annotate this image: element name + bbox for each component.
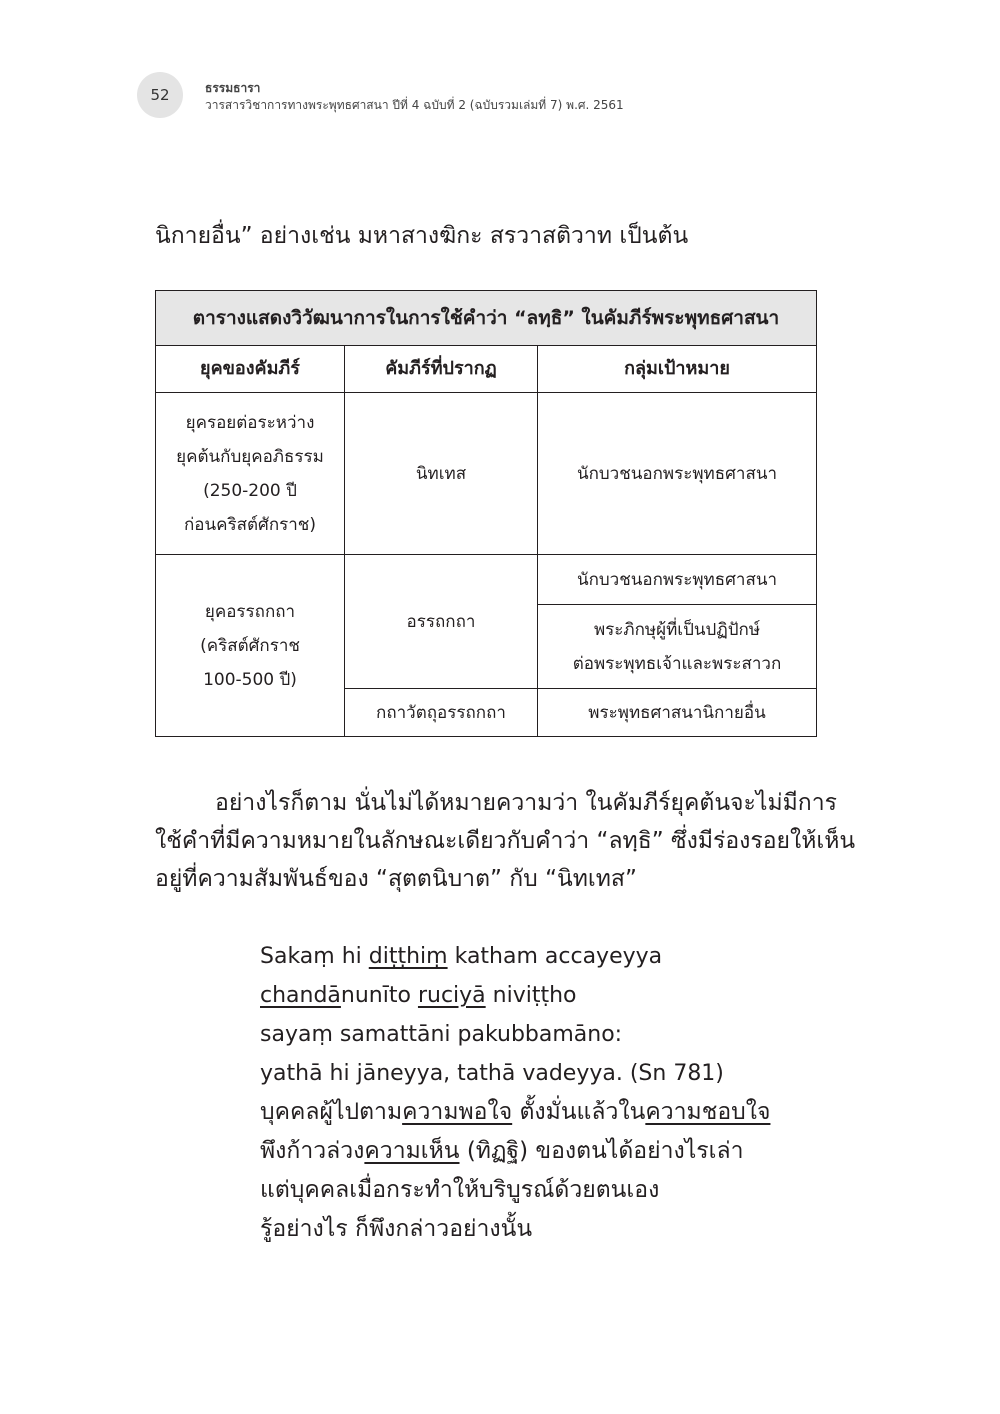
text-cell: อรรถกถา — [345, 555, 538, 689]
paragraph-line: อยู่ที่ความสัมพันธ์ของ “สุตตนิบาต” กับ “นิทเทส” — [155, 866, 637, 892]
page-number: 52 — [137, 72, 183, 118]
header-era: ยุคของคัมภีร์ — [156, 346, 345, 393]
verse-block — [260, 937, 770, 1249]
paragraph-line: ใช้คำที่มีความหมายในลักษณะเดียวกับคำว่า “ลทฺธิ” ซึ่งมีร่องรอยให้เห็น — [155, 828, 856, 854]
journal-subtitle: วารสารวิชาการทางพระพุทธศาสนา ปีที่ 4 ฉบับที่ 2 (ฉบับรวมเล่มที่ 7) พ.ศ. 2561 — [205, 98, 624, 112]
header-text: คัมภีร์ที่ปรากฏ — [345, 346, 538, 393]
table-caption: ตารางแสดงวิวัฒนาการในการใช้คำว่า “ลทฺธิ” ในคัมภีร์พระพุทธศาสนา — [156, 291, 817, 346]
verse-line: chandānunīto ruciyā niviṭṭho — [260, 983, 577, 1008]
paragraph-line: อย่างไรก็ตาม นั่นไม่ได้หมายความว่า ในคัมภีร์ยุคต้นจะไม่มีการ — [215, 790, 837, 816]
table-row — [156, 555, 817, 605]
target-cell: พระพุทธศาสนานิกายอื่น — [538, 689, 817, 737]
evolution-table — [155, 290, 817, 737]
journal-name: ธรรมธารา — [205, 81, 261, 95]
verse-translation-line: แต่บุคคลเมื่อกระทำให้บริบูรณ์ด้วยตนเอง — [260, 1177, 660, 1203]
verse-translation-line: รู้อย่างไร ก็พึงกล่าวอย่างนั้น — [260, 1216, 533, 1242]
body-paragraph — [155, 784, 856, 898]
lead-paragraph-line: นิกายอื่น” อย่างเช่น มหาสางฆิกะ สรวาสติวาท เป็นต้น — [155, 223, 689, 249]
verse-line: yathā hi jāneyya, tathā vadeyya. (Sn 781) — [260, 1061, 724, 1086]
verse-line: sayaṃ samattāni pakubbamāno: — [260, 1022, 623, 1047]
era-cell: ยุคอรรถกถา (คริสต์ศักราช 100-500 ปี) — [156, 555, 345, 737]
target-cell: พระภิกษุผู้ที่เป็นปฏิปักษ์ ต่อพระพุทธเจ้าและพระสาวก — [538, 605, 817, 689]
table-row — [156, 393, 817, 555]
verse-translation-line: พึงก้าวล่วงความเห็น (ทิฏฐิ) ของตนได้อย่างไรเล่า — [260, 1138, 744, 1164]
text-cell: นิทเทส — [345, 393, 538, 555]
text-cell: กถาวัตถุอรรถกถา — [345, 689, 538, 737]
verse-line: Sakaṃ hi diṭṭhiṃ katham accayeyya — [260, 944, 663, 969]
era-cell: ยุครอยต่อระหว่าง ยุคต้นกับยุคอภิธรรม (250-200 ปี ก่อนคริสต์ศักราช) — [156, 393, 345, 555]
target-cell: นักบวชนอกพระพุทธศาสนา — [538, 555, 817, 605]
running-header — [205, 80, 624, 114]
target-cell: นักบวชนอกพระพุทธศาสนา — [538, 393, 817, 555]
header-target: กลุ่มเป้าหมาย — [538, 346, 817, 393]
verse-translation-line: บุคคลผู้ไปตามความพอใจ ตั้งมั่นแล้วในความชอบใจ — [260, 1099, 771, 1125]
